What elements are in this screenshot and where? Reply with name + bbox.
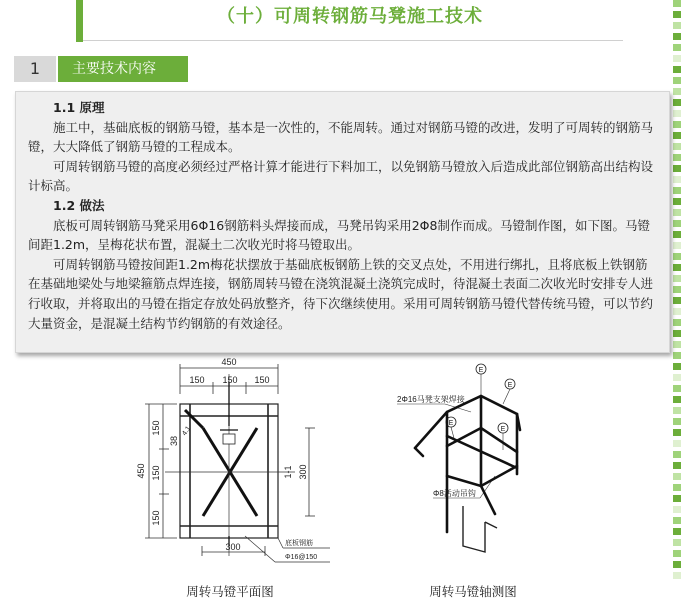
dim-bottom: 300 bbox=[225, 542, 241, 552]
caption-plan: 周转马镫平面图 bbox=[186, 584, 274, 599]
dim-top-part-2: 150 bbox=[222, 375, 238, 385]
label-bottom-bar: 底板钢筋 bbox=[285, 540, 313, 547]
dim-right: 300 bbox=[298, 464, 308, 480]
dim-left-total: 450 bbox=[136, 463, 146, 479]
dim-top-part-1: 150 bbox=[189, 375, 205, 385]
dim-inner-38: 38 bbox=[169, 435, 179, 447]
paragraph-method-2: 可周转钢筋马镫按间距1.2m梅花状摆放于基础底板钢筋上铁的交叉点处，不用进行绑扎，且将底板上铁钢筋在基础地梁处与地梁箍筋点焊连接，钢筋周转马镫在浇筑混凝土浇筑完成时，待混凝土表面二次收光时安排专人进行收取，并将取出的马镫在指定存放处码放整齐，待下次继续使用。采用可周转钢筋马镫代替传统马镫，可以节约大量资金，是混凝土结构节约钢筋的有效途径。 bbox=[28, 256, 654, 331]
axonometric-drawing bbox=[385, 356, 545, 574]
circle-label-3: E bbox=[500, 426, 506, 433]
subheading-principle: 1.1 原理 bbox=[53, 100, 105, 115]
title-accent-bar bbox=[76, 0, 83, 42]
right-edge-decoration bbox=[673, 0, 681, 605]
content-box bbox=[15, 91, 670, 353]
circle-label-2: E bbox=[507, 382, 513, 389]
circle-label-4: E bbox=[448, 420, 454, 427]
section-number: 1 bbox=[14, 56, 56, 82]
label-hook-spacing: Φ16@150 bbox=[285, 554, 318, 561]
dim-top-part-3: 150 bbox=[254, 375, 270, 385]
paragraph-method-1: 底板可周转钢筋马凳采用6Φ16钢筋料头焊接而成，马凳吊钩采用2Φ8制作而成。马镫制作图，如下图。马镫间距1.2m，呈梅花状布置，混凝土二次收光时将马镫取出。 bbox=[28, 217, 650, 253]
label-hook: Φ8活动吊钩 bbox=[433, 489, 476, 498]
section-label: 主要技术内容 bbox=[58, 56, 188, 82]
plan-view-drawing bbox=[125, 356, 340, 574]
paragraph-principle-1: 施工中，基础底板的钢筋马镫，基本是一次性的，不能周转。通过对钢筋马镫的改进，发明了可周转的钢筋马镫，大大降低了钢筋马镫的工程成本。 bbox=[28, 119, 654, 155]
paragraph-principle-2: 可周转钢筋马镫的高度必须经过严格计算才能进行下料加工，以免钢筋马镫放入后造成此部位钢筋高出结构设计标高。 bbox=[28, 158, 654, 194]
dim-left-part-2: 150 bbox=[151, 465, 161, 481]
dim-left-part-3: 150 bbox=[151, 510, 161, 526]
dim-left-part-1: 150 bbox=[151, 420, 161, 436]
page-title: （十）可周转钢筋马凳施工技术 bbox=[217, 6, 483, 27]
diag-label: 4.1 bbox=[181, 425, 193, 438]
section-mark: 1-1 bbox=[283, 465, 293, 479]
subheading-method: 1.2 做法 bbox=[53, 197, 105, 213]
caption-axon: 周转马镫轴测图 bbox=[429, 584, 517, 599]
circle-label-1: E bbox=[478, 367, 484, 374]
title-divider bbox=[83, 40, 623, 41]
dim-top-total: 450 bbox=[221, 357, 237, 367]
label-support-bars: 2Φ16马凳支架焊接 bbox=[397, 395, 465, 404]
